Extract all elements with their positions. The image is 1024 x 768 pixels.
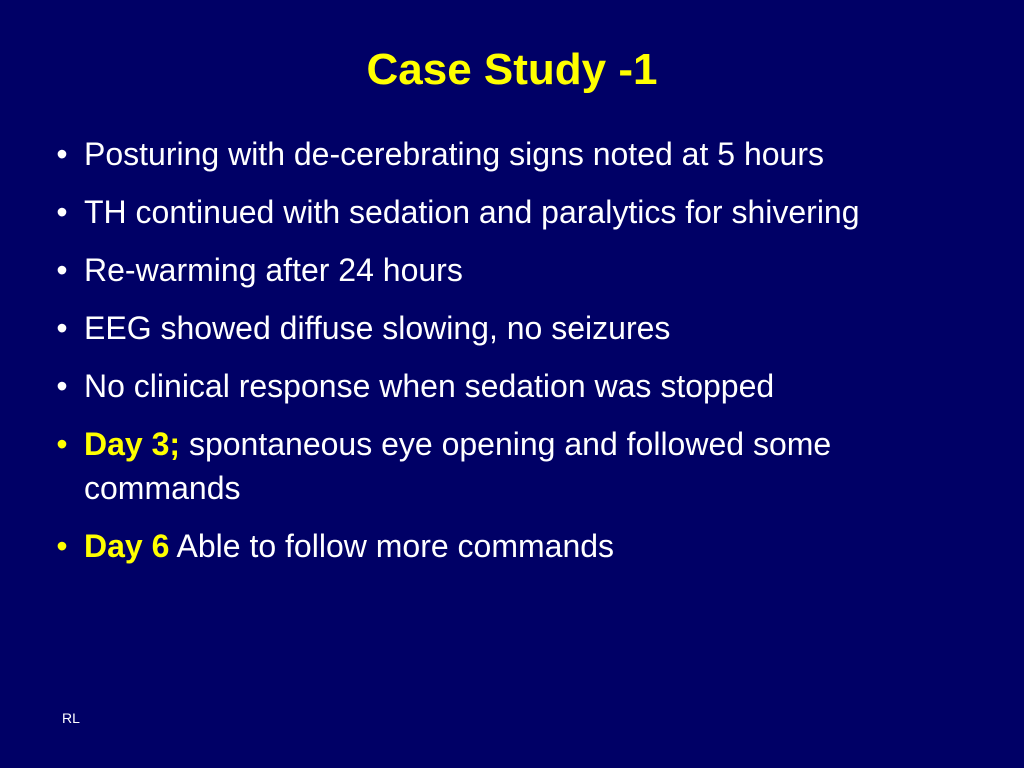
bullet-text: Posturing with de-cerebrating signs noted at 5 hours [84, 136, 824, 172]
bullet-icon [40, 248, 84, 292]
bullet-text [84, 524, 980, 568]
bullet-icon [40, 190, 84, 234]
bullet-body: Able to follow more commands [169, 528, 615, 564]
footer-initials: RL [62, 710, 80, 726]
bullet-list [40, 132, 980, 582]
bullet-item [40, 132, 980, 176]
bullet-item [40, 190, 980, 234]
day-highlight: Day 6 [84, 528, 170, 564]
bullet-icon [40, 306, 84, 350]
bullet-item [40, 422, 980, 510]
day-highlight: Day 3; [84, 426, 181, 462]
bullet-icon [40, 132, 84, 176]
bullet-icon [40, 364, 84, 408]
bullet-text: EEG showed diffuse slowing, no seizures [84, 310, 671, 346]
bullet-body: spontaneous eye opening and followed some commands [84, 426, 832, 506]
bullet-item [40, 306, 980, 350]
bullet-text: No clinical response when sedation was stopped [84, 368, 775, 404]
slide-title: Case Study -1 [366, 45, 658, 94]
bullet-item [40, 248, 980, 292]
bullet-item [40, 524, 980, 568]
bullet-icon [40, 524, 84, 568]
bullet-text: Re-warming after 24 hours [84, 252, 463, 288]
bullet-icon [40, 422, 84, 510]
bullet-text [84, 422, 980, 510]
bullet-text: TH continued with sedation and paralytics for shivering [84, 194, 860, 230]
bullet-item [40, 364, 980, 408]
